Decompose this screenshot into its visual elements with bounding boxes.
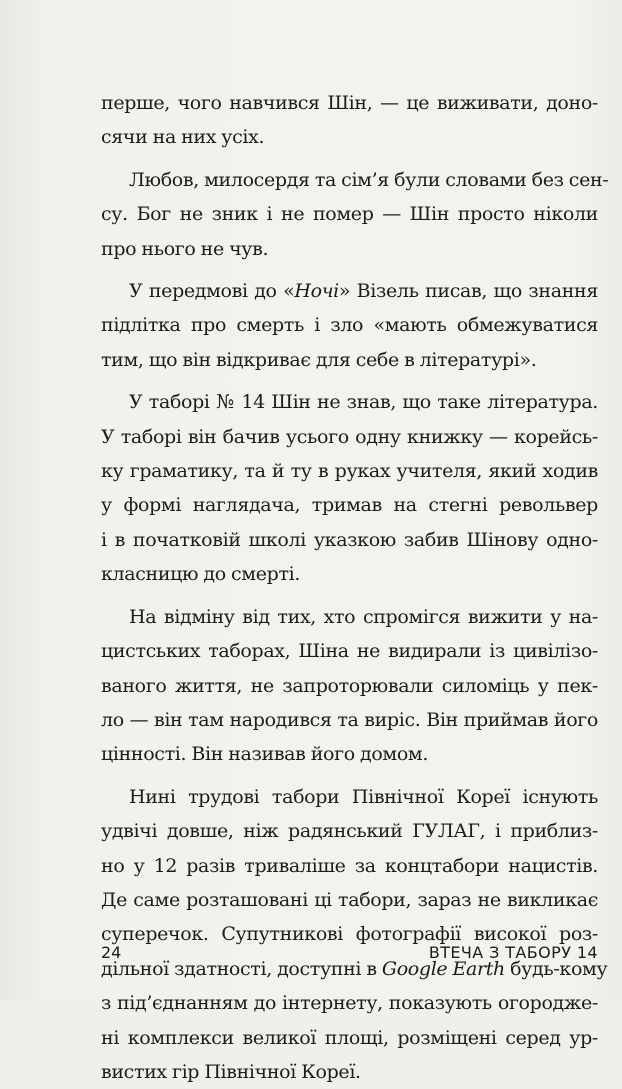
text-line: но у 12 разів триваліше за концтабори нацистів. — [101, 854, 598, 877]
text-line: з під’єднанням до інтернету, показують огороджe- — [101, 992, 598, 1015]
text-line: На відміну від тих, хто спромігся вижити у на- — [129, 605, 598, 628]
paragraph — [101, 385, 598, 591]
text-line: ваного життя, не запроторювали силоміць у пек- — [101, 674, 598, 697]
text-line: про нього не чув. — [101, 237, 269, 260]
paragraph — [101, 600, 598, 772]
text-line: Любов, милосердя та сім’я були словами без сен- — [129, 168, 609, 191]
paragraph-gap — [101, 377, 598, 385]
text-line: ні комплекси великої площі, розміщені серед ур- — [101, 1026, 598, 1049]
text-line: У таборі № 14 Шін не знав, що таке література. — [129, 391, 598, 414]
text-line: класницю до смерті. — [101, 563, 301, 586]
text-line: цистських таборах, Шіна не видирали із цивілізо- — [101, 640, 598, 663]
text-line: перше, чого навчився Шін, — це виживати, доно- — [101, 92, 598, 114]
italic-title: Ночі — [294, 280, 339, 303]
text-line: ку граматику, та й ту в руках учителя, який ходив — [101, 460, 598, 483]
text-line: вистих гір Північної Кореї. — [101, 1060, 361, 1083]
text-line: Де саме розташовані ці табори, зараз не викликає — [101, 888, 598, 911]
running-head: ВТЕЧА З ТАБОРУ 14 — [428, 943, 598, 962]
text-line: і в початковій школі указкою забив Шінову одно- — [101, 528, 598, 551]
page-number: 24 — [101, 943, 122, 962]
text-line: су. Бог не зник і не помер — Шін просто ніколи — [101, 203, 598, 226]
paragraph-gap — [101, 266, 598, 274]
text-line: підлітка про смерть і зло «мають обмежуватися — [101, 314, 598, 337]
text-line: ло — він там народився та виріс. Він приймав його — [101, 708, 598, 731]
text-line: цінності. Він називав його домом. — [101, 743, 429, 766]
paragraph — [101, 780, 608, 1089]
italic-title: Google Earth — [381, 957, 505, 980]
paragraph — [101, 163, 609, 266]
text-line: Нині трудові табори Північної Кореї існують — [129, 785, 598, 808]
page-footer — [101, 943, 598, 967]
paragraph-gap — [101, 772, 598, 780]
text-line: сячи на них усіх. — [101, 126, 265, 149]
body-text — [101, 86, 609, 1089]
text-line: дільної здатності, доступні в Google Earth будь-кому — [101, 957, 608, 980]
text-line: У таборі він бачив усього одну книжку — корейсь- — [101, 425, 598, 448]
text-line: у формі наглядача, тримав на стегні револьвер — [101, 494, 598, 517]
text-line: тим, що він відкриває для себе в літературі». — [101, 348, 537, 371]
paragraph — [101, 86, 598, 155]
text-line: У передмові до «Ночі» Візель писав, що знання — [129, 280, 598, 303]
paragraph — [101, 274, 598, 377]
paragraph-gap — [101, 592, 598, 600]
text-line: суперечок. Супутникові фотографії високої роз- — [101, 923, 598, 946]
text-line: удвічі довше, ніж радянський ГУЛАГ, і приблиз- — [101, 820, 598, 843]
paragraph-gap — [101, 155, 598, 163]
